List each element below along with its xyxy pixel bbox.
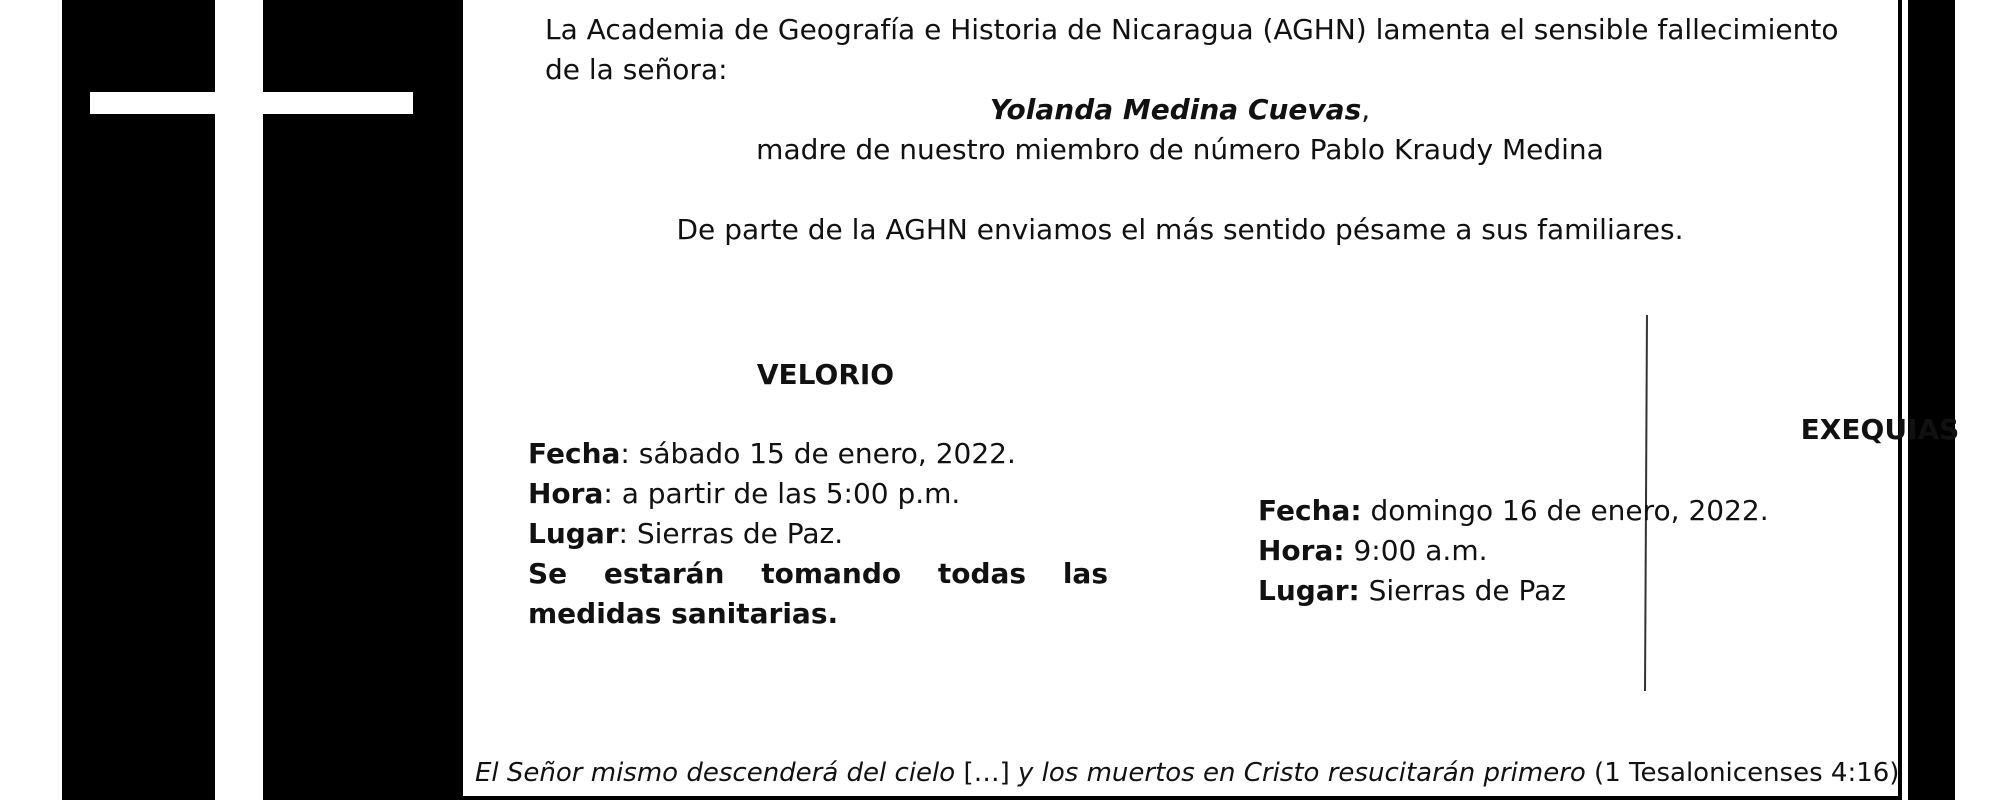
condolence-message: De parte de la AGHN enviamos el más sentido pésame a sus familiares.: [676, 213, 1684, 246]
cross-horizontal-bar: [90, 92, 413, 114]
deceased-relation: madre de nuestro miembro de número Pablo Kraudy Medina: [756, 133, 1604, 166]
deceased-name-line: Yolanda Medina Cuevas,: [989, 93, 1371, 126]
velorio-sanitary-note: Se estarán tomando todas las medidas sanitarias.: [528, 557, 1108, 630]
velorio-fecha: Fecha: sábado 15 de enero, 2022.: [528, 437, 1016, 470]
deceased-name: Yolanda Medina Cuevas: [989, 93, 1362, 126]
exequias-heading: EXEQUIAS: [1800, 413, 1960, 446]
velorio-lugar: Lugar: Sierras de Paz.: [528, 517, 844, 550]
exequias-lugar: Lugar: Sierras de Paz: [1258, 574, 1566, 607]
bible-reference: (1 Tesalonicenses 4:16): [1585, 758, 1900, 788]
intro-line-2: de la señora:: [545, 53, 728, 86]
right-band-white-stripe: [1902, 0, 1908, 800]
bible-quote: El Señor mismo descenderá del cielo […] y los muertos en Cristo resucitarán primero (1 Tesalonicenses 4:16): [475, 758, 1900, 788]
velorio-hora: Hora: a partir de las 5:00 p.m.: [528, 477, 961, 510]
exequias-hora: Hora: 9:00 a.m.: [1258, 534, 1488, 567]
velorio-heading: VELORIO: [756, 358, 895, 391]
cross-vertical-bar: [215, 0, 263, 800]
frame-left-border: [457, 0, 463, 800]
obituary-notice: [475, 0, 1960, 800]
exequias-fecha: Fecha: domingo 16 de enero, 2022.: [1258, 494, 1769, 527]
intro-line-1: La Academia de Geografía e Historia de Nicaragua (AGHN) lamenta el sensible fallecimiento: [545, 13, 1839, 46]
